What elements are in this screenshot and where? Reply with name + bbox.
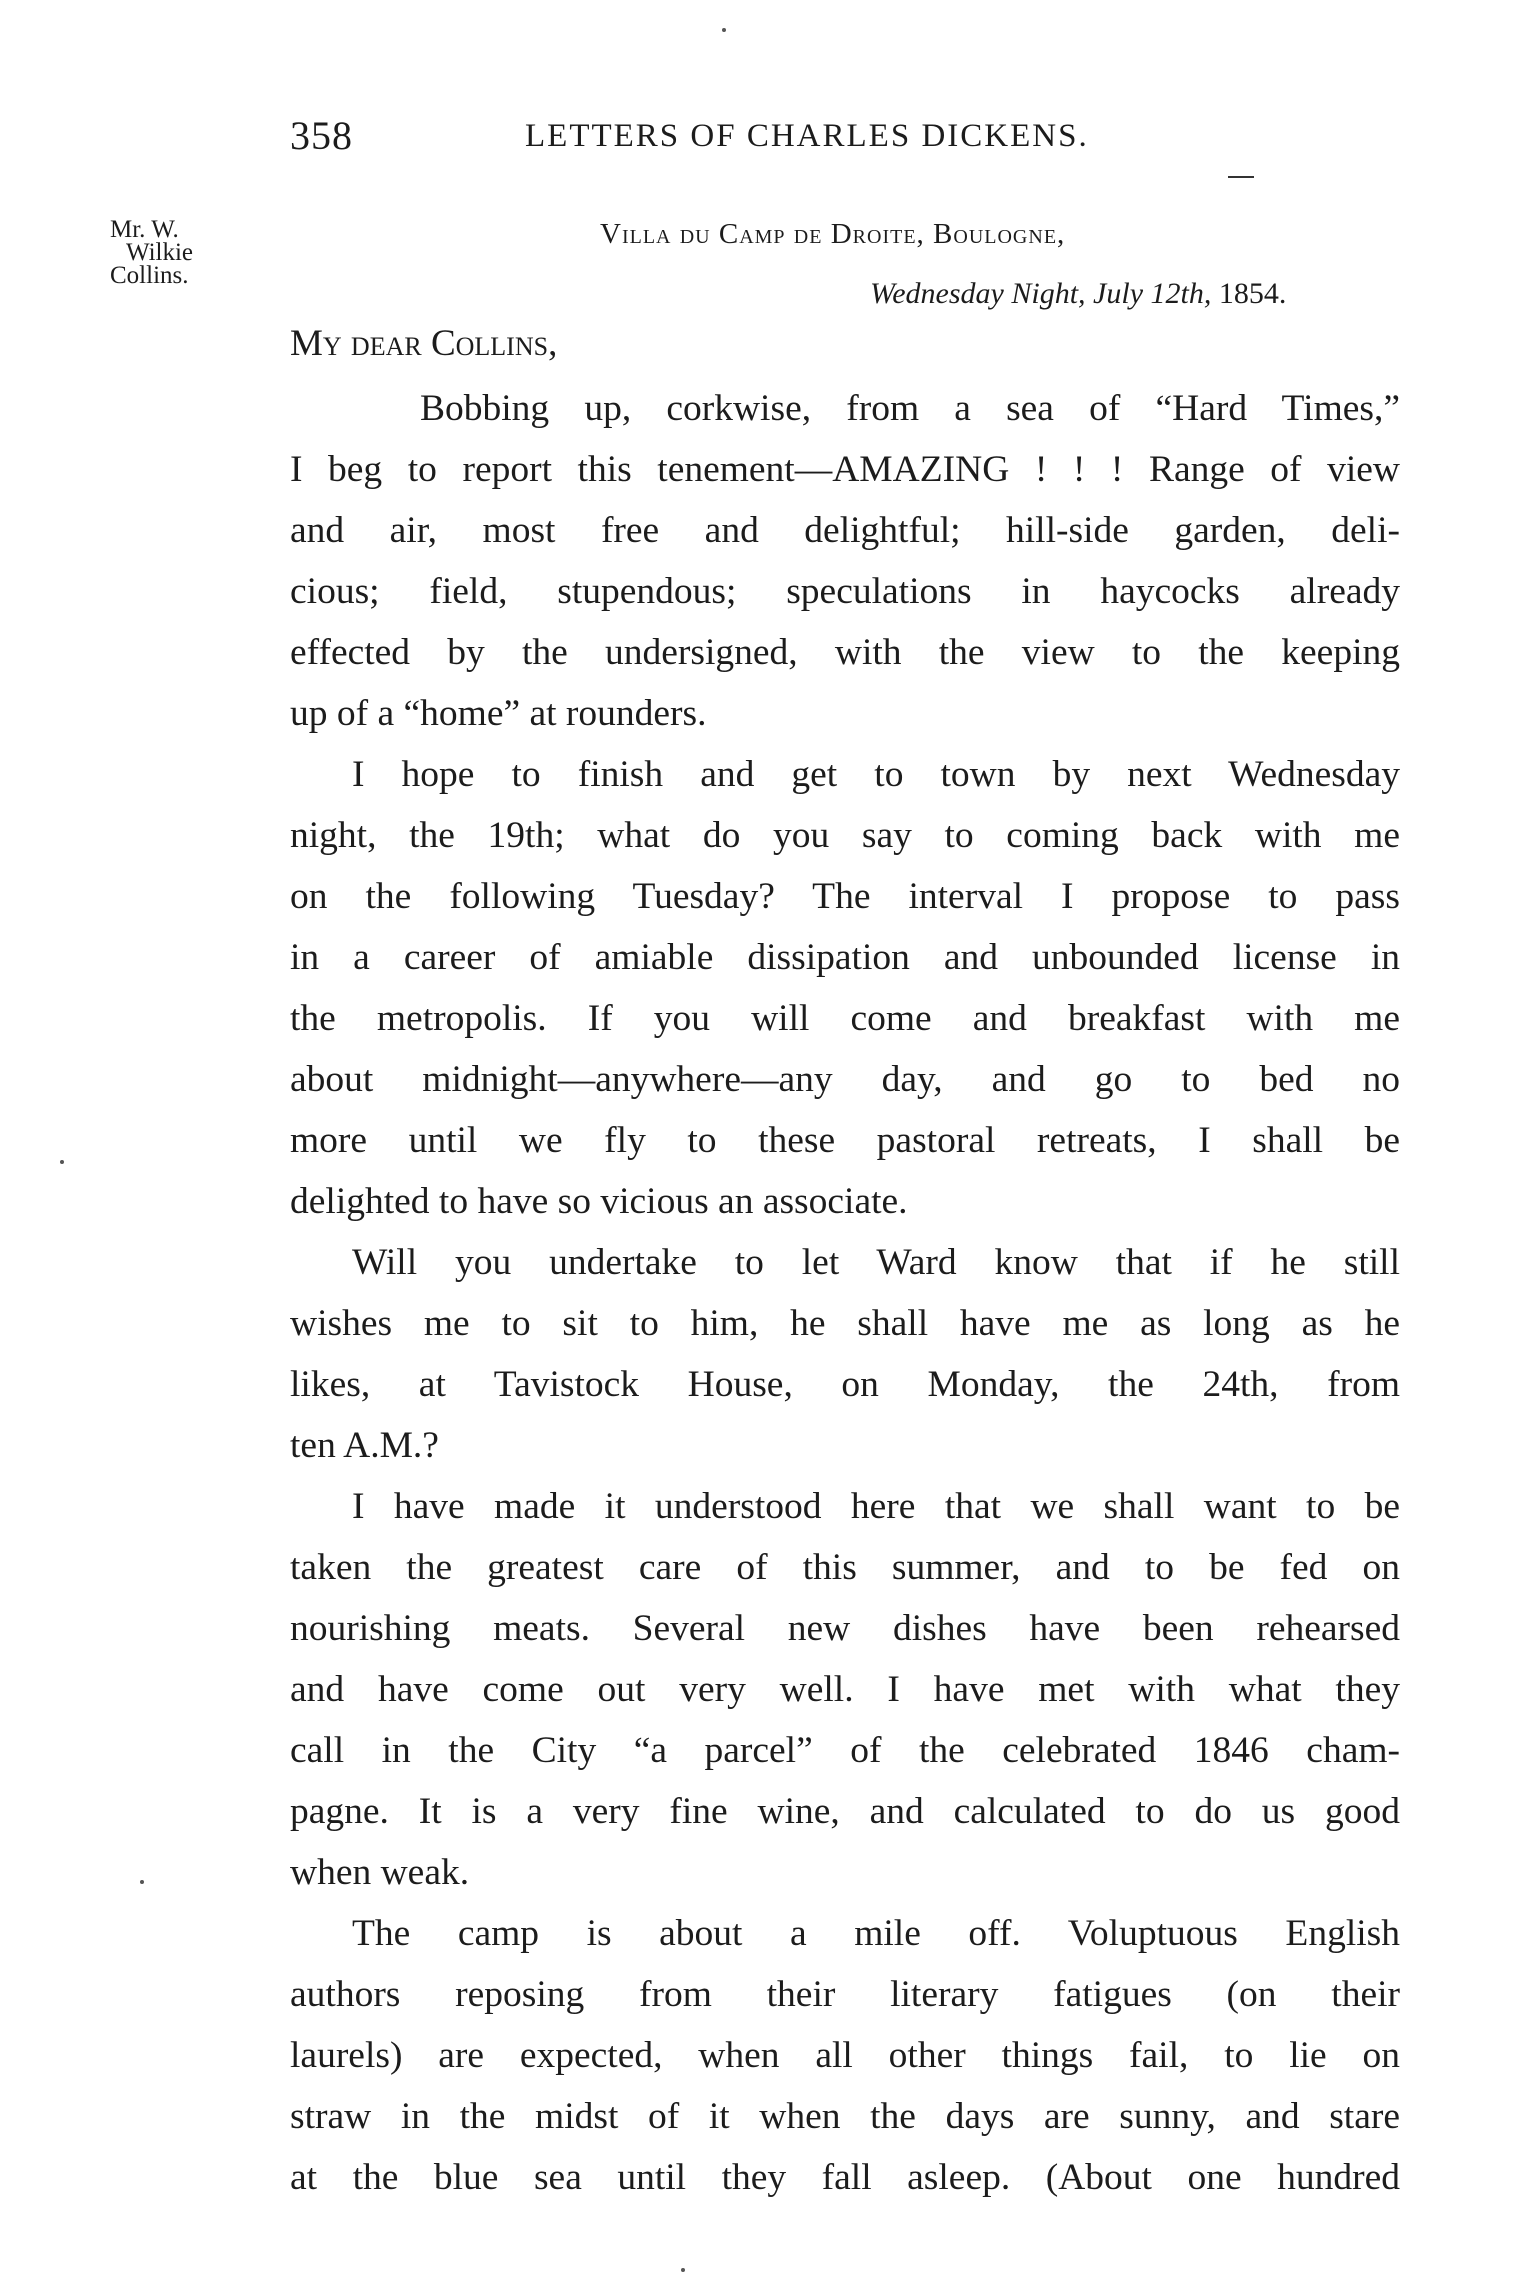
text-line: more until we fly to these pastoral retreats, I shall be: [290, 1120, 1400, 1161]
paragraph: [290, 1476, 1400, 1903]
text-line: ten A.M.?: [290, 1425, 439, 1466]
text-line: Will you undertake to let Ward know that if he still: [352, 1242, 1400, 1283]
text-line: authors reposing from their literary fatigues (on their: [290, 1974, 1400, 2015]
margin-note-line: Wilkie: [126, 239, 194, 266]
text-line: The camp is about a mile off. Voluptuous English: [352, 1913, 1400, 1954]
text-line: likes, at Tavistock House, on Monday, the 24th, from: [290, 1364, 1400, 1405]
paragraph: [290, 378, 1400, 744]
text-line: the metropolis. If you will come and breakfast with me: [290, 998, 1400, 1039]
letter-place: Villa du Camp de Droite, Boulogne,: [600, 218, 1066, 250]
print-speck: [722, 28, 726, 32]
margin-note-line: Mr. W.: [110, 216, 179, 243]
letter-date: [870, 277, 1286, 311]
letter-date-text: Wednesday Night, July 12th,: [870, 277, 1212, 310]
text-line: and have come out very well. I have met with what they: [290, 1669, 1400, 1710]
margin-note: [110, 218, 270, 287]
text-line: on the following Tuesday? The interval I propose to pass: [290, 876, 1400, 917]
text-line: pagne. It is a very fine wine, and calculated to do us good: [290, 1791, 1400, 1832]
text-line: I beg to report this tenement—AMAZING ! ! ! Range of view: [290, 449, 1400, 490]
print-speck: [140, 1880, 144, 1884]
text-line: nourishing meats. Several new dishes have been rehearsed: [290, 1608, 1400, 1649]
paragraph: [290, 1903, 1400, 2208]
salutation: My dear Collins,: [290, 323, 558, 364]
running-head: [290, 112, 1410, 162]
text-line: effected by the undersigned, with the view to the keeping: [290, 632, 1400, 673]
text-line: I hope to finish and get to town by next Wednesday: [352, 754, 1400, 795]
text-line: about midnight—anywhere—any day, and go to bed no: [290, 1059, 1400, 1100]
text-line: laurels) are expected, when all other things fail, to lie on: [290, 2035, 1400, 2076]
text-line: wishes me to sit to him, he shall have me as long as he: [290, 1303, 1400, 1344]
header-dash: [1228, 176, 1254, 178]
text-line: cious; field, stupendous; speculations in haycocks already: [290, 571, 1400, 612]
page-number: 358: [290, 113, 353, 158]
letter-date-year: 1854.: [1218, 277, 1287, 310]
text-line: taken the greatest care of this summer, and to be fed on: [290, 1547, 1400, 1588]
margin-note-line: Collins.: [110, 262, 189, 289]
text-line: Bobbing up, corkwise, from a sea of “Hard Times,”: [420, 388, 1400, 429]
letter-body: [290, 378, 1400, 2208]
paragraph: [290, 1232, 1400, 1476]
text-line: straw in the midst of it when the days are sunny, and stare: [290, 2096, 1400, 2137]
print-speck: [60, 1160, 64, 1164]
text-line: delighted to have so vicious an associate.: [290, 1181, 908, 1222]
text-line: I have made it understood here that we shall want to be: [352, 1486, 1400, 1527]
text-line: in a career of amiable dissipation and unbounded license in: [290, 937, 1400, 978]
text-line: and air, most free and delightful; hill-side garden, deli-: [290, 510, 1400, 551]
paragraph: [290, 744, 1400, 1232]
running-title: LETTERS OF CHARLES DICKENS.: [525, 118, 1089, 154]
text-line: call in the City “a parcel” of the celebrated 1846 cham-: [290, 1730, 1400, 1771]
text-line: at the blue sea until they fall asleep. (About one hundred: [290, 2157, 1400, 2198]
text-line: night, the 19th; what do you say to coming back with me: [290, 815, 1400, 856]
print-speck: [681, 2268, 685, 2272]
text-line: up of a “home” at rounders.: [290, 693, 707, 734]
text-line: when weak.: [290, 1852, 470, 1893]
